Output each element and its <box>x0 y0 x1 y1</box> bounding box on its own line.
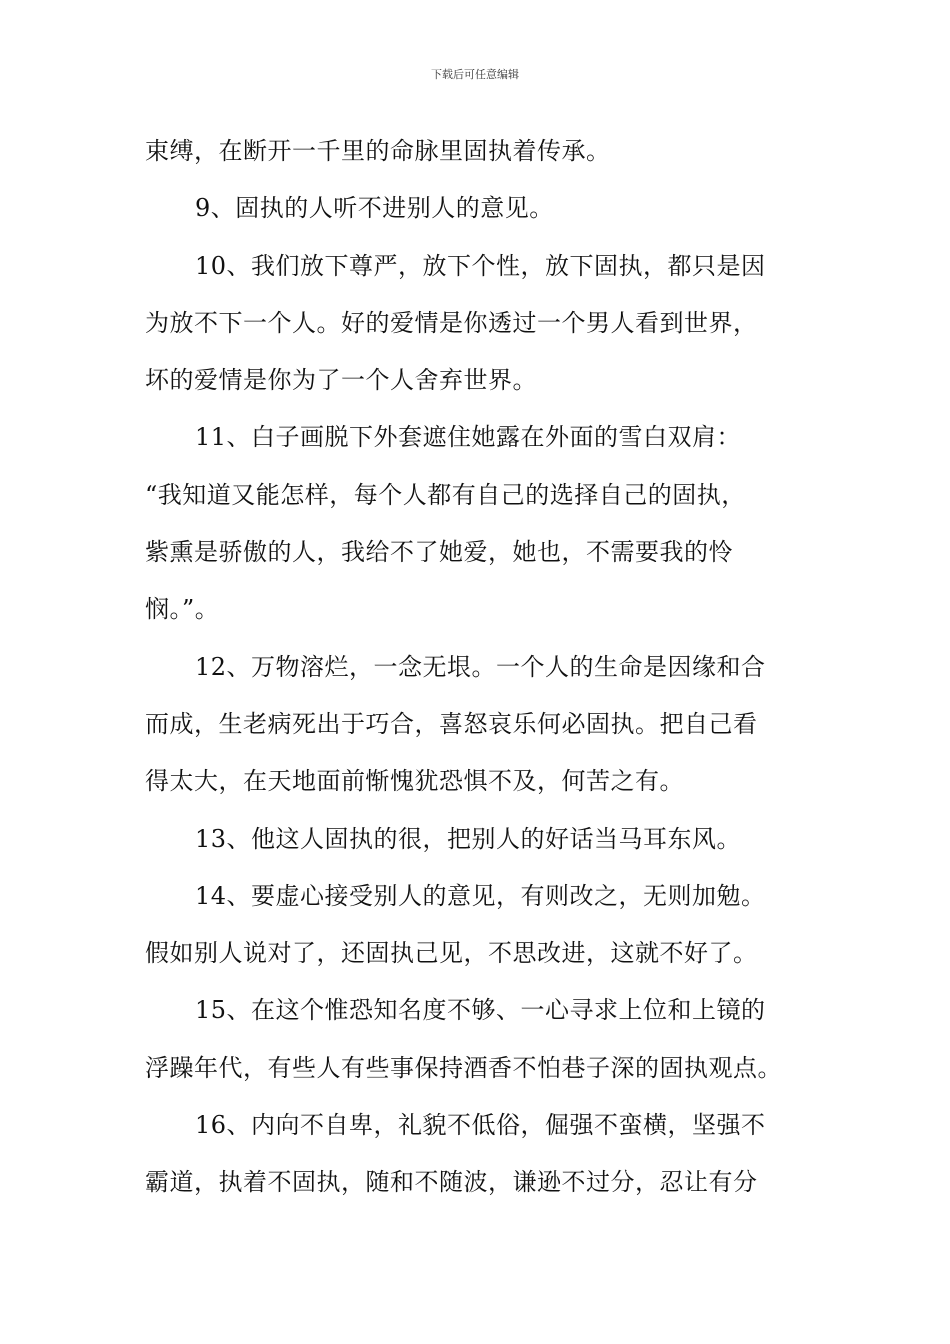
text-line-15: 假如别人说对了，还固执己见，不思改进，这就不好了。 <box>145 939 758 968</box>
text-line-5: 坏的爱情是你为了一个人舍弃世界。 <box>145 366 537 395</box>
text-line-14: 14、要虚心接受别人的意见，有则改之，无则加勉。 <box>195 881 766 910</box>
text-line-10: 12、万物溶烂，一念无垠。一个人的生命是因缘和合 <box>195 652 766 681</box>
text-line-13: 13、他这人固执的很，把别人的好话当马耳东风。 <box>195 824 742 853</box>
text-line-4: 为放不下一个人。好的爱情是你透过一个男人看到世界， <box>145 308 758 337</box>
text-line-1: 束缚，在断开一千里的命脉里固执着传承。 <box>145 137 611 165</box>
text-line-19: 霸道，执着不固执，随和不随波，谦逊不过分，忍让有分 <box>145 1168 758 1197</box>
text-line-6: 11、白子画脱下外套遮住她露在外面的雪白双肩： <box>195 423 742 452</box>
text-line-7: “我知道又能怎样，每个人都有自己的选择自己的固执， <box>145 480 746 509</box>
text-line-8: 紫熏是骄傲的人，我给不了她爱，她也，不需要我的怜 <box>145 538 733 567</box>
text-line-16: 15、在这个惟恐知名度不够、一心寻求上位和上镜的 <box>195 996 766 1025</box>
text-line-3: 10、我们放下尊严，放下个性，放下固执，都只是因 <box>195 251 766 280</box>
text-line-18: 16、内向不自卑，礼貌不低俗，倔强不蛮横，坚强不 <box>195 1111 766 1140</box>
page-header: 下载后可任意编辑 <box>431 68 519 81</box>
text-line-17: 浮躁年代，有些人有些事保持酒香不怕巷子深的固执观点。 <box>145 1053 782 1082</box>
text-line-11: 而成，生老病死出于巧合，喜怒哀乐何必固执。把自己看 <box>145 709 758 738</box>
text-line-2: 9、固执的人听不进别人的意见。 <box>195 194 554 223</box>
text-line-12: 得太大，在天地面前惭愧犹恐惧不及，何苦之有。 <box>145 767 684 796</box>
document-body <box>145 128 810 1217</box>
text-line-9: 悯。”。 <box>145 595 220 624</box>
